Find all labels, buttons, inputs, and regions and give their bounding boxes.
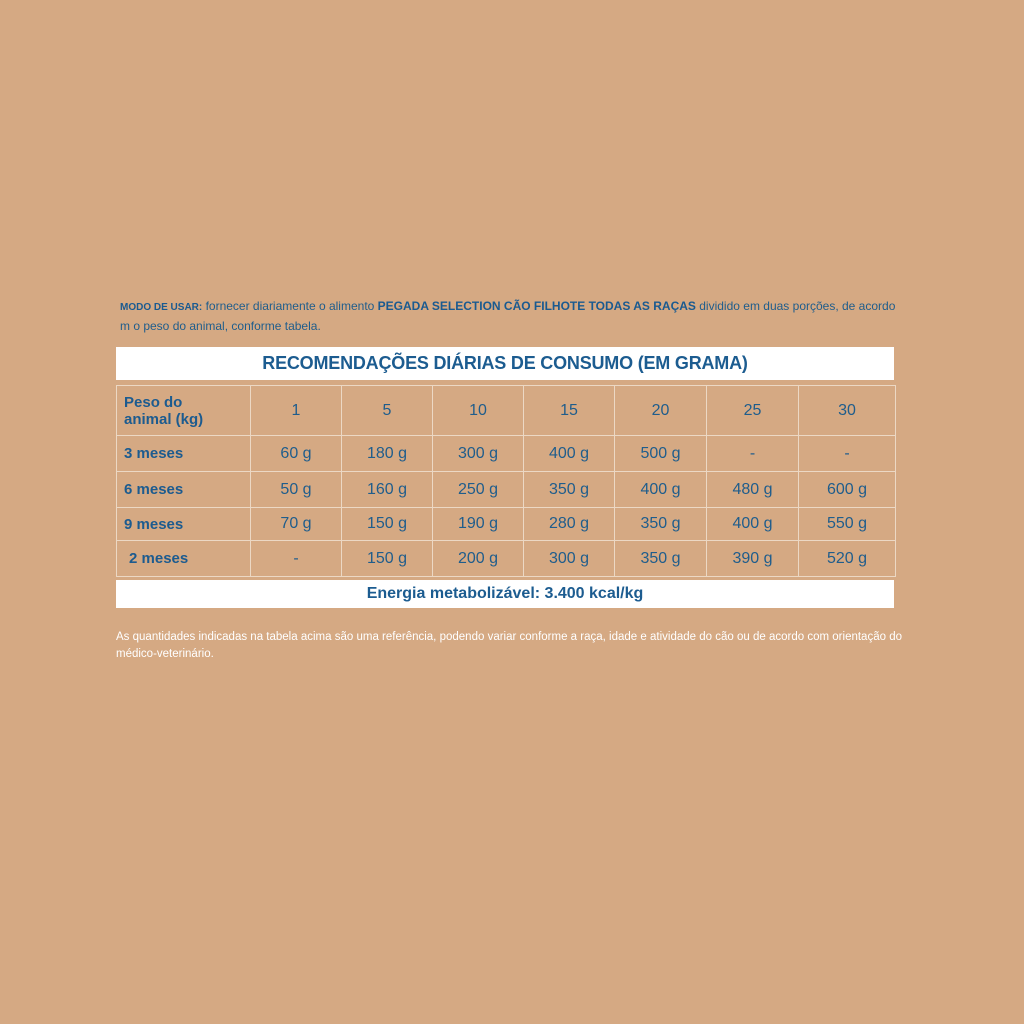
amount-cell: 400 g bbox=[707, 508, 799, 541]
amount-cell: 550 g bbox=[799, 508, 896, 541]
amount-cell: 600 g bbox=[799, 472, 896, 508]
weight-header-line-2: animal (kg) bbox=[124, 410, 204, 428]
amount-cell: 300 g bbox=[524, 541, 615, 577]
weight-cell: 15 bbox=[524, 386, 615, 436]
table-header-row bbox=[117, 386, 896, 436]
amount-cell: 190 g bbox=[433, 508, 524, 541]
age-label: 3 meses bbox=[117, 436, 251, 472]
usage-instructions bbox=[120, 297, 910, 335]
energy-text: Energia metabolizável: 3.400 kcal/kg bbox=[366, 585, 644, 602]
amount-cell: 480 g bbox=[707, 472, 799, 508]
amount-cell: 350 g bbox=[615, 541, 707, 577]
amount-cell: 180 g bbox=[342, 436, 433, 472]
table-row bbox=[117, 541, 896, 577]
weight-cell: 5 bbox=[342, 386, 433, 436]
energy-banner bbox=[116, 580, 894, 608]
amount-cell: 250 g bbox=[433, 472, 524, 508]
weight-cell: 25 bbox=[707, 386, 799, 436]
amount-cell: 150 g bbox=[342, 508, 433, 541]
amount-cell: 520 g bbox=[799, 541, 896, 577]
weight-header-label bbox=[117, 386, 251, 436]
amount-cell: 150 g bbox=[342, 541, 433, 577]
amount-cell: 500 g bbox=[615, 436, 707, 472]
amount-cell: 300 g bbox=[433, 436, 524, 472]
amount-cell: 390 g bbox=[707, 541, 799, 577]
table-title: RECOMENDAÇÕES DIÁRIAS DE CONSUMO (EM GRAMA) bbox=[262, 353, 748, 373]
amount-cell: 70 g bbox=[251, 508, 342, 541]
amount-cell: 400 g bbox=[524, 436, 615, 472]
amount-cell: - bbox=[251, 541, 342, 577]
amount-cell: 60 g bbox=[251, 436, 342, 472]
table-row bbox=[117, 508, 896, 541]
weight-cell: 1 bbox=[251, 386, 342, 436]
usage-product-name: PEGADA SELECTION CÃO FILHOTE TODAS AS RAÇAS bbox=[377, 299, 696, 313]
weight-cell: 10 bbox=[433, 386, 524, 436]
amount-cell: 50 g bbox=[251, 472, 342, 508]
amount-cell: 400 g bbox=[615, 472, 707, 508]
amount-cell: - bbox=[799, 436, 896, 472]
weight-cell: 30 bbox=[799, 386, 896, 436]
reference-note: As quantidades indicadas na tabela acima são uma referência, podendo variar conforme a raça, idade e atividade do cão ou de acordo com orientação do médico-veterinário. bbox=[116, 631, 902, 660]
usage-text-after: dividido em duas porções, de acordo bbox=[695, 299, 896, 313]
weight-cell: 20 bbox=[615, 386, 707, 436]
table-row bbox=[117, 472, 896, 508]
age-label: 2 meses bbox=[117, 541, 251, 577]
amount-cell: 160 g bbox=[342, 472, 433, 508]
amount-cell: 350 g bbox=[615, 508, 707, 541]
amount-cell: - bbox=[707, 436, 799, 472]
age-label: 9 meses bbox=[117, 508, 251, 541]
weight-header-line-1: Peso do bbox=[124, 393, 183, 411]
amount-cell: 200 g bbox=[433, 541, 524, 577]
age-label: 6 meses bbox=[117, 472, 251, 508]
table-row bbox=[117, 436, 896, 472]
usage-text-before: fornecer diariamente o alimento bbox=[202, 299, 378, 313]
table-title-banner bbox=[116, 347, 894, 380]
feeding-table bbox=[116, 385, 896, 577]
amount-cell: 280 g bbox=[524, 508, 615, 541]
usage-line-2: m o peso do animal, conforme tabela. bbox=[120, 319, 321, 333]
usage-label: MODO DE USAR: bbox=[120, 302, 203, 313]
amount-cell: 350 g bbox=[524, 472, 615, 508]
